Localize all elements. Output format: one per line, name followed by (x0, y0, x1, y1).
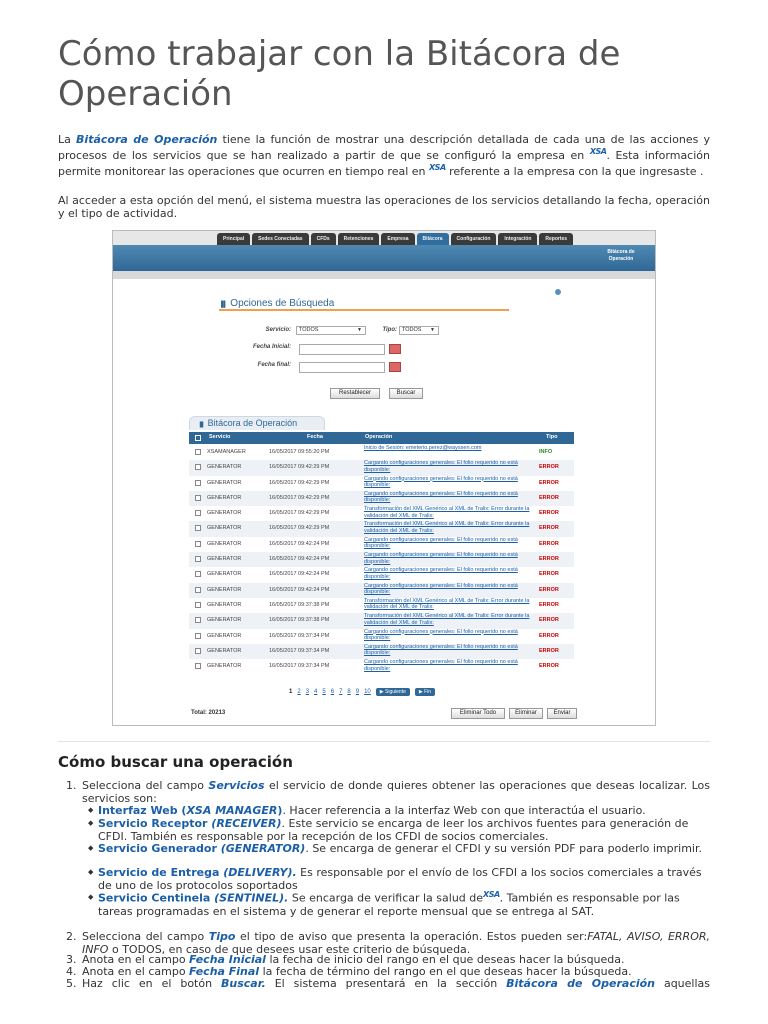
step-number: 5. (66, 977, 77, 990)
row-operacion-link[interactable]: Cargando configuraciones generales: El folio requerido no está disponible: (364, 659, 518, 672)
row-operacion-link[interactable]: Cargando configuraciones generales: El folio requerido no está disponible: (364, 643, 518, 657)
row-operacion-link[interactable]: Inicio de Sesión: emeterio.perez@wayssen.com (364, 445, 482, 451)
tab-5[interactable]: Bitácora (417, 233, 449, 245)
service-name: Interfaz Web ( (98, 804, 187, 817)
intro-post: . Esta información permite monitorear las operaciones que ocurren en tiempo real en (58, 149, 710, 178)
step-1-term: Servicios (208, 779, 265, 792)
row-tipo: ERROR (539, 464, 559, 471)
row-checkbox[interactable] (195, 648, 201, 654)
table-row (189, 445, 574, 460)
service-code: (SENTINEL). (214, 891, 289, 905)
row-tipo: ERROR (539, 540, 559, 547)
page-link-2[interactable]: 2 (297, 689, 301, 695)
step-text (82, 779, 710, 805)
row-operacion-link[interactable]: Transformación del XML Genérico al XML de Tralix: Error durante la validación del XML de Tralix: (364, 506, 530, 519)
row-fecha: 16/05/2017 09:37:34 PM (269, 647, 330, 654)
app-breadcrumb: Bitácora de Operación (607, 249, 635, 262)
buscar-button[interactable]: Buscar (389, 388, 423, 399)
table-row (189, 598, 574, 613)
step-5-a: Haz clic en el botón (82, 977, 222, 990)
step-number: 2. (66, 930, 77, 943)
row-tipo: ERROR (539, 525, 559, 532)
row-checkbox[interactable] (195, 525, 201, 531)
xsa-logo-icon: XSA (589, 147, 607, 157)
row-tipo: ERROR (539, 632, 559, 639)
service-desc: . Este servicio se encarga de leer los archivos fuentes para generación de CFDI. También es responsable por la recepción de los CFDI de socios comerciales. (98, 817, 689, 843)
table-row (189, 552, 574, 567)
intro-post2: referente a la empresa con la que ingresaste . (445, 165, 704, 178)
page-link-1[interactable]: 1 (289, 689, 293, 695)
row-operacion-link[interactable]: Transformación del XML Genérico al XML de Tralix: Error durante la validación del XML de Tralix: (364, 521, 530, 534)
step-1-a: Selecciona del campo (82, 779, 209, 792)
page-link-3[interactable]: 3 (305, 689, 310, 695)
col-servicio: Servicio (209, 434, 231, 440)
service-text (98, 891, 704, 918)
service-name: Servicio Receptor (98, 817, 212, 830)
app-header (113, 245, 656, 271)
row-tipo: ERROR (539, 494, 559, 501)
servicio-select[interactable] (296, 326, 366, 335)
intro-pre: La (58, 133, 77, 146)
table-row (189, 476, 574, 491)
service-code: (RECEIVER) (211, 817, 282, 830)
help-icon[interactable] (555, 289, 561, 295)
step-number: 3. (66, 953, 77, 966)
row-tipo: ERROR (539, 617, 559, 624)
row-operacion-link[interactable]: Cargando configuraciones generales: El folio requerido no está disponible: (364, 628, 518, 642)
row-tipo: ERROR (539, 510, 559, 517)
service-close: ) (277, 804, 283, 817)
row-servicio: GENERATOR (207, 479, 242, 486)
tab-4[interactable]: Empresa (381, 233, 414, 245)
row-checkbox[interactable] (195, 571, 201, 577)
row-servicio: GENERATOR (207, 540, 242, 547)
log-title-label: Bitácora de Operación (207, 418, 298, 428)
service-text (98, 866, 704, 892)
bullet-icon: ◆ (88, 893, 94, 901)
fecha-inicial-label: Fecha Inicial: (252, 344, 291, 350)
row-servicio: GENERATOR (207, 556, 242, 563)
section-divider (58, 741, 710, 742)
step-5-term: Buscar. (221, 977, 266, 990)
row-operacion-link[interactable]: Cargando configuraciones generales: El folio requerido no está disponible: (364, 460, 518, 473)
calendar-icon[interactable] (389, 362, 401, 372)
service-desc: . Se encarga de generar el CFDI y su versión PDF para poderlo imprimir. (305, 842, 702, 855)
service-text (98, 804, 704, 817)
step-4-term: Fecha Final (189, 965, 260, 978)
page-link-7[interactable]: 7 (339, 689, 343, 695)
row-servicio: GENERATOR (207, 571, 242, 578)
section-title: Cómo buscar una operación (58, 753, 293, 771)
row-servicio: GENERATOR (207, 647, 242, 654)
step-2-c: o TODOS, en caso de que desees usar este criterio de búsqueda. (108, 943, 471, 956)
tipo-label: Tipo: (382, 327, 397, 333)
service-text (98, 817, 704, 843)
row-fecha: 16/05/2017 09:42:29 PM (269, 525, 330, 532)
step-5-b: El sistema presentará en la sección (265, 977, 507, 990)
chevron-down-icon: ▼ (430, 327, 435, 333)
row-fecha: 16/05/2017 09:42:24 PM (269, 586, 330, 593)
row-operacion-link[interactable]: Transformación del XML Genérico al XML de Tralix: Error durante la validación del XML de Tralix: (364, 613, 530, 626)
page-link-9[interactable]: 9 (355, 689, 360, 695)
service-desc: Es responsable por el envío de los CFDI a los socios comerciales a través de uno de los protocolos soportados (98, 866, 702, 892)
step-number: 4. (66, 965, 77, 978)
row-operacion-link[interactable]: Transformación del XML Genérico al XML de Tralix: Error durante la validación del XML de Tralix: (364, 597, 530, 611)
step-3-term: Fecha Inicial (189, 953, 266, 966)
bullet-icon: ◆ (88, 868, 94, 876)
service-code: (GENERATOR) (220, 842, 306, 855)
eliminar-todo-button[interactable]: Eliminar Todo (451, 708, 505, 719)
servicio-value: TODOS (299, 327, 319, 333)
row-operacion-link[interactable]: Cargando configuraciones generales: El folio requerido no está disponible: (364, 552, 518, 565)
app-tabs (217, 233, 573, 245)
app-subheader (113, 271, 656, 279)
table-row (189, 567, 574, 582)
row-fecha: 16/05/2017 09:37:38 PM (269, 601, 330, 608)
row-checkbox[interactable] (195, 633, 201, 639)
step-2-term: Tipo (208, 930, 236, 943)
service-name: Servicio de Entrega (98, 866, 224, 879)
row-fecha: 16/05/2017 09:37:38 PM (269, 617, 330, 624)
table-row (189, 521, 574, 536)
eliminar-button[interactable]: Eliminar (509, 708, 543, 719)
fecha-inicial-input[interactable] (299, 344, 385, 355)
chevron-down-icon: ▼ (357, 327, 362, 333)
row-servicio: GENERATOR (207, 632, 242, 639)
row-operacion-link[interactable]: Cargando configuraciones generales: El folio requerido no está disponible: (364, 582, 518, 596)
page-link-4[interactable]: 4 (314, 689, 318, 695)
tab-6[interactable]: Configuración (451, 233, 497, 245)
step-3-b: la fecha de inicio del rango en el que deseas hacer la búsqueda. (265, 953, 625, 966)
chart-icon: ▐▌ (198, 422, 206, 428)
intro-paragraph (58, 132, 710, 180)
search-options-label: Opciones de Búsqueda (230, 298, 335, 309)
row-checkbox[interactable] (195, 449, 201, 455)
fin-label: Fin (424, 689, 432, 695)
step-5-term2: Bitácora de Operación (506, 977, 656, 990)
row-operacion-link[interactable]: Cargando configuraciones generales: El folio requerido no está disponible: (364, 536, 518, 550)
row-checkbox[interactable] (195, 663, 201, 669)
tab-2[interactable]: CFDs (311, 233, 336, 245)
row-tipo: ERROR (539, 479, 559, 486)
page-link-6[interactable]: 6 (330, 689, 335, 695)
bullet-icon: ◆ (88, 806, 94, 814)
table-row (189, 644, 574, 659)
service-code: (DELIVERY). (223, 866, 297, 879)
row-fecha: 16/05/2017 09:37:34 PM (269, 663, 330, 670)
bullet-icon: ◆ (88, 844, 94, 852)
row-servicio: GENERATOR (207, 464, 242, 471)
row-servicio: GENERATOR (207, 494, 242, 501)
step-5 (58, 977, 710, 990)
row-checkbox[interactable] (195, 464, 201, 470)
row-tipo: ERROR (539, 571, 559, 578)
step-number: 1. (66, 779, 77, 792)
row-tipo: ERROR (539, 647, 559, 654)
row-fecha: 16/05/2017 09:42:29 PM (269, 464, 330, 471)
tab-1[interactable]: Sedes Conectadas (252, 233, 308, 245)
step-1-b: el servicio de donde quieres obtener las operaciones que deseas localizar. Los servicios son: (82, 779, 710, 805)
service-code: XSA MANAGER (186, 804, 278, 817)
search-options-title (219, 297, 509, 311)
table-row (189, 613, 574, 628)
tab-0[interactable]: Principal (217, 233, 250, 245)
fecha-final-label: Fecha final: (257, 362, 291, 368)
step-5-c: aquellas (655, 977, 711, 990)
description-paragraph: Al acceder a esta opción del menú, el sistema muestra las operaciones de los servicios detallando la fecha, operación y el tipo de actividad. (58, 194, 710, 220)
chart-icon: ▐▌ (219, 302, 228, 308)
service-item (84, 842, 704, 868)
step-4-b: la fecha de término del rango en el que deseas hacer la búsqueda. (259, 965, 632, 978)
restablecer-button[interactable]: Restablecer (330, 388, 380, 399)
xsa-logo-icon: XSA (429, 163, 446, 173)
col-operacion: Operación (365, 434, 393, 440)
page-link-5[interactable]: 5 (322, 689, 326, 695)
table-row (189, 583, 574, 598)
tab-8[interactable]: Reportes (539, 233, 573, 245)
row-tipo: ERROR (539, 601, 559, 608)
page-title: Cómo trabajar con la Bitácora de Operación (58, 34, 621, 114)
bullet-icon: ◆ (88, 819, 94, 827)
table-row (189, 491, 574, 506)
siguiente-button[interactable]: ▶ Siguiente (376, 688, 410, 696)
row-operacion-link[interactable]: Cargando configuraciones generales: El folio requerido no está disponible: (364, 567, 518, 580)
col-fecha: Fecha (307, 434, 323, 440)
row-fecha: 16/05/2017 09:55:20 PM (269, 449, 330, 455)
select-all-checkbox[interactable] (195, 435, 201, 441)
step-text (82, 977, 710, 990)
service-desc: Se encarga de verificar la salud de (288, 891, 484, 905)
fecha-final-input[interactable] (299, 362, 385, 373)
page-link-10[interactable]: 10 (364, 689, 371, 695)
step-3-a: Anota en el campo (82, 953, 190, 966)
step-4-a: Anota en el campo (82, 965, 190, 978)
step-2-a: Selecciona del campo (82, 930, 209, 943)
service-item (84, 804, 704, 817)
pagination (289, 686, 435, 698)
tab-7[interactable]: Integración (498, 233, 537, 245)
service-item (84, 891, 704, 917)
row-tipo: ERROR (539, 586, 559, 593)
row-checkbox[interactable] (195, 617, 201, 623)
xsa-logo-icon: XSA (483, 890, 500, 899)
row-operacion-link[interactable]: Cargando configuraciones generales: El folio requerido no está disponible: (364, 475, 518, 489)
row-fecha: 16/05/2017 09:42:29 PM (269, 479, 330, 486)
row-servicio: GENERATOR (207, 525, 242, 532)
row-fecha: 16/05/2017 09:42:24 PM (269, 540, 330, 547)
tipo-select[interactable] (399, 326, 439, 335)
tab-3[interactable]: Retenciones (338, 233, 380, 245)
row-servicio: GENERATOR (207, 601, 242, 608)
row-fecha: 16/05/2017 09:37:34 PM (269, 632, 330, 639)
page-link-8[interactable]: 8 (347, 689, 351, 695)
row-checkbox[interactable] (195, 602, 201, 608)
tipo-value: TODOS (402, 327, 422, 333)
row-fecha: 16/05/2017 09:42:29 PM (269, 510, 330, 517)
row-fecha: 16/05/2017 09:42:24 PM (269, 556, 330, 563)
table-row (189, 629, 574, 644)
calendar-icon[interactable] (389, 344, 401, 354)
row-fecha: 16/05/2017 09:42:29 PM (269, 494, 330, 501)
step-1 (58, 779, 710, 805)
row-checkbox[interactable] (195, 480, 201, 486)
row-servicio: GENERATOR (207, 510, 242, 517)
table-row (189, 460, 574, 475)
row-checkbox[interactable] (195, 510, 201, 516)
intro-mid: tiene la función de mostrar una descripción detallada de cada una de las acciones y procesos de los servicios que se han realizado a partir de que se configuró la empresa en (58, 133, 710, 162)
row-fecha: 16/05/2017 09:42:24 PM (269, 571, 330, 578)
row-tipo: ERROR (539, 556, 559, 563)
service-desc2: . También es responsable por las tareas programadas en el sistema y de generar el reporte mensual que se entrega al SAT. (98, 891, 680, 918)
service-name: Servicio Centinela (98, 891, 215, 905)
row-tipo: INFO (539, 449, 553, 455)
row-checkbox[interactable] (195, 541, 201, 547)
table-row (189, 659, 574, 674)
service-text (98, 842, 704, 855)
row-servicio: GENERATOR (207, 586, 242, 593)
row-operacion-link[interactable]: Cargando configuraciones generales: El folio requerido no está disponible: (364, 490, 518, 504)
siguiente-label: Siguiente (385, 689, 406, 695)
log-table-body (189, 445, 574, 674)
log-title (189, 416, 325, 430)
row-tipo: ERROR (539, 663, 559, 670)
servicio-label: Servicio: (265, 327, 291, 333)
step-2-b: el tipo de aviso que presenta la operación. Estos pueden ser: (235, 930, 588, 943)
intro-term: Bitácora de Operación (76, 133, 218, 146)
step-2-types: FATAL, AVISO, ERROR, INFO (82, 930, 711, 956)
service-item (84, 817, 704, 843)
enviar-button[interactable]: Enviar (547, 708, 577, 719)
table-row (189, 506, 574, 521)
table-row (189, 537, 574, 552)
fin-button[interactable]: ▶ Fin (415, 688, 435, 696)
row-checkbox[interactable] (195, 495, 201, 501)
row-servicio: GENERATOR (207, 617, 242, 624)
row-checkbox[interactable] (195, 587, 201, 593)
service-desc: . Hacer referencia a la interfaz Web con que interactúa el usuario. (282, 804, 646, 817)
service-item (84, 866, 704, 892)
service-name: Servicio Generador (98, 842, 221, 855)
row-checkbox[interactable] (195, 556, 201, 562)
row-servicio: XSAMANAGER (207, 449, 246, 455)
app-screenshot (112, 230, 656, 726)
table-header (189, 432, 574, 444)
col-tipo: Tipo (546, 434, 558, 440)
total-count: Total: 20213 (191, 710, 226, 716)
row-servicio: GENERATOR (207, 663, 242, 670)
